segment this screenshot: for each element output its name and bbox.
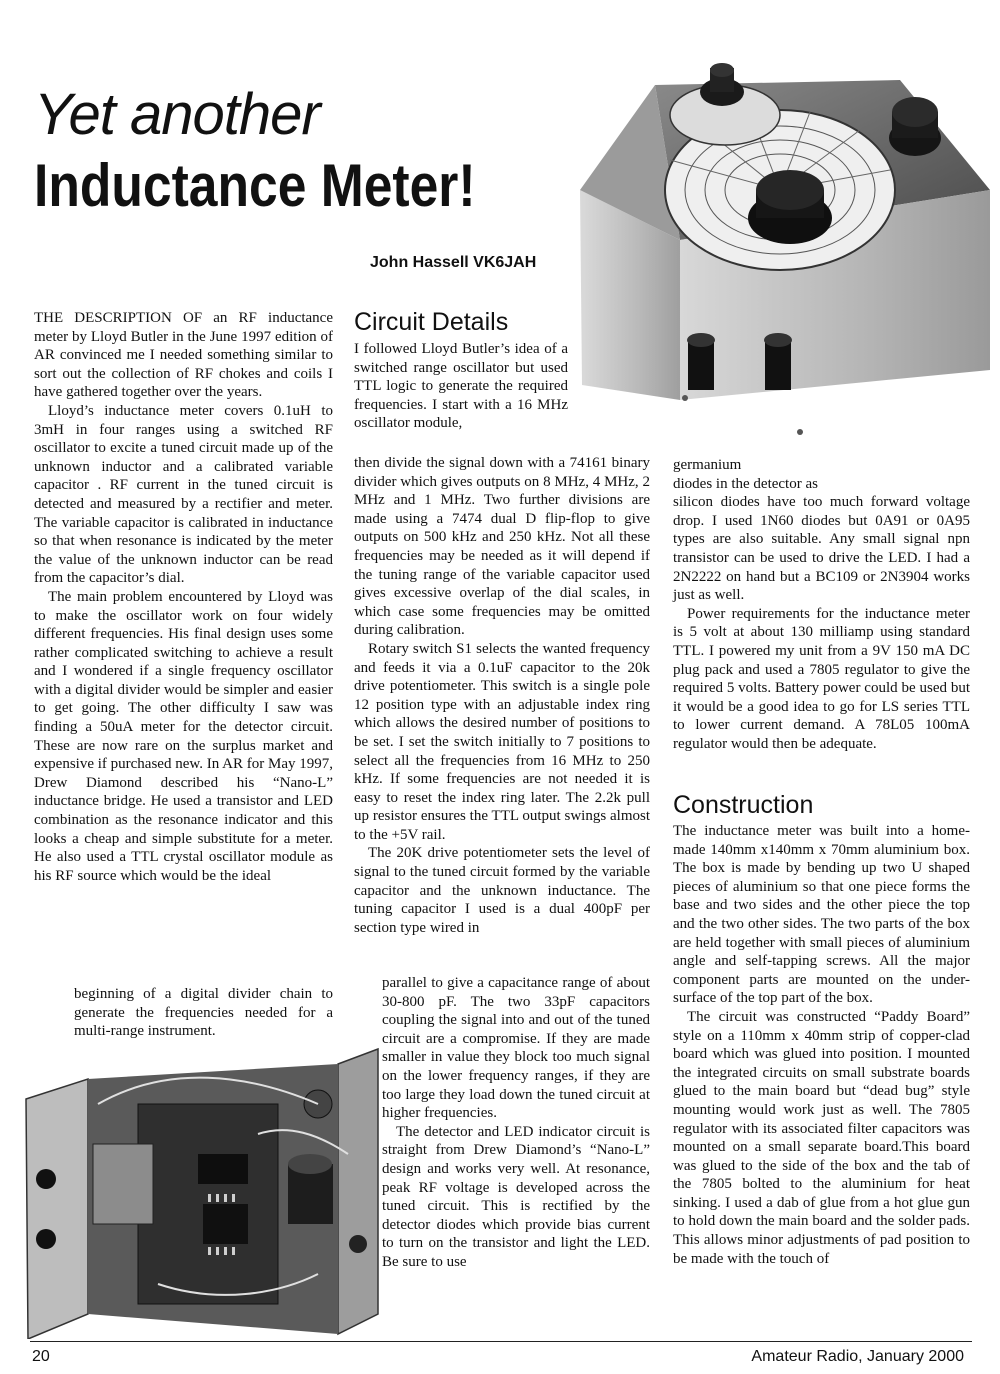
column-3-lower	[673, 822, 970, 1268]
publication-name: Amateur Radio, January 2000	[751, 1348, 964, 1365]
page-number: 20	[32, 1348, 50, 1365]
interior-construction-photo	[18, 1044, 390, 1339]
col1-paragraph-3: The main problem encountered by Lloyd was to make the oscillator work on four widely different frequencies. His final design uses some rather complicated switching to achieve a result and I wondered if a single frequency oscillator with a digital divider would be simpler and easier to get going. The other difficulty I saw was finding a 50uA meter for the detector circuit. These are now rare on the surplus market and expensive if purchased new. In AR for May 1997, Drew Diamond described his “Nano-L” inductance bridge. He used a transistor and LED combination as the resonance indicator and this looks a cheap and simple substitute for a meter. He also used a TTL crystal oscillator module as his RF source which would be the ideal	[34, 588, 333, 884]
column-2	[354, 454, 650, 937]
col3-paragraph-2: Power requirements for the inductance meter is 5 volt at about 130 milliamp using standard TTL. I powered my unit from a 9V 150 mA DC plug pack and used a 7805 regulator to give the required 5 volts. Battery power could be used but it would be a good idea to go for LS series TTL to lower current demand. A 78L05 100mA regulator would then be adequate.	[673, 605, 970, 752]
title-line-1: Yet another	[34, 82, 320, 147]
circuit-details-heading: Circuit Details	[354, 308, 509, 336]
meter-box-photo	[560, 40, 1000, 470]
construction-heading: Construction	[673, 791, 814, 819]
title-line-2: Inductance Meter!	[34, 152, 476, 219]
col3-paragraph-1-a: germanium	[673, 457, 742, 473]
column-3	[673, 456, 970, 754]
col3-paragraph-3: The inductance meter was built into a home-made 140mm x140mm x 70mm aluminium box. The box is made by bending up two U shaped pieces of aluminium so that one piece forms the base and two sides and the other piece the top and the two other sides. The two parts of the box are held together with small pieces of aluminium angle and self-tapping screws. All the major component parts are mounted on the under-surface of the top part of the box.	[673, 823, 970, 1007]
col1-paragraph-1: THE DESCRIPTION OF an RF inductance meter by Lloyd Butler in the June 1997 edition of AR convinced me I needed something similar to sort out the collection of RF chokes and coils I have gathered together over the years.	[34, 310, 333, 401]
col2-paragraph-1-cont: then divide the signal down with a 74161 binary divider which gives outputs on 8 MHz, 4 MHz, 2 MHz and 1 MHz. Two further divisions are made using a 7474 dual D flip-flop to give outputs on 500 kHz and 250 kHz. Not all these frequencies may be needed as it will depend if the tuning range of the variable capacitor used gives excessive overlap of the dial scales, in which case some frequencies may be omitted during calibration.	[354, 455, 650, 639]
col2-paragraph-4: The detector and LED indicator circuit is straight from Drew Diamond’s “Nano-L” design and works very well. At resonance, peak RF voltage is developed across the tuned circuit. This is rectified by the detector diodes which provide bias current to turn on the transistor and light the LED. Be sure to use	[382, 1123, 650, 1270]
column-1-continuation	[74, 985, 333, 1041]
col3-paragraph-4: The circuit was constructed “Paddy Board” style on a 110mm x 40mm strip of copper-clad board which was glued into position. I mounted the integrated circuits on small substrate boards glued to the main board but “dead bug” style mounting would work just as well. The 7805 regulator with its associated filter capacitors was mounted on a small separate board.This board was glued to the side of the box and the tab of the 7805 bolted to the aluminium for heat sinking. I used a dab of glue from a hot glue gun to hold down the main board and the solder pads. This allows minor adjustments of pad position to be made with the touch of	[673, 1008, 970, 1267]
col1-paragraph-2: Lloyd’s inductance meter covers 0.1uH to 3mH in four ranges using a switched RF oscillator to excite a tuned circuit made up of the unknown inductor and a calibrated variable capacitor . RF current in the tuned circuit is detected and measured by a rectifier and meter. The variable capacitor is calibrated in inductance so that when resonance is indicated by the meter the value of the unknown inductor can be read from the capacitor’s dial.	[34, 402, 333, 587]
col2-paragraph-3-start: The 20K drive potentiometer sets the level of signal to the tuned circuit formed by the variable capacitor and the unknown inductance. The tuning capacitor I used is a dual 400pF per section type wired in	[354, 845, 650, 936]
col2-paragraph-3-end: parallel to give a capacitance range of about 30-800 pF. The two 33pF capacitors coupling the signal into and out of the tuned circuit are a compromise. If they are made smaller in value they block too much signal on the lower frequency ranges, if they are too large they load down the tuned circuit at higher frequencies.	[382, 975, 650, 1122]
col2-paragraph-1-start: I followed Lloyd Butler’s idea of a switched range oscillator but used TTL logic to generate the required frequencies. I start with a 16 MHz oscillator module,	[354, 341, 568, 432]
column-2-lower	[382, 974, 650, 1272]
col1-paragraph-3-end: beginning of a digital divider chain to generate the frequencies needed for a multi-range instrument.	[74, 986, 333, 1040]
col3-paragraph-1-b: diodes in the detector as	[673, 475, 818, 492]
footer-rule	[30, 1341, 972, 1342]
col3-paragraph-1-c: silicon diodes have too much forward voltage drop. I used 1N60 diodes but 0A91 or 0A95 types are also suitable. Any small signal npn transistor can be used to drive the LED. I had a 2N2222 on hand but a BC109 or 2N3904 works just as well.	[673, 494, 970, 604]
column-2-top	[354, 340, 568, 433]
col2-paragraph-2: Rotary switch S1 selects the wanted frequency and feeds it via a 0.1uF capacitor to the 20k drive potentiometer. This switch is a single pole 12 position type with an adjustable index ring which allows the desired number of positions to be set. I set the switch initially to 7 positions to select all the frequencies from 16 MHz to 250 kHz. If some frequencies are not needed it is easy to reset the index ring later. The 2.2k pull up resistor ensures the TTL output swings almost to the +5V rail.	[354, 640, 650, 843]
author-byline: John Hassell VK6JAH	[370, 254, 537, 271]
column-1	[34, 309, 333, 885]
